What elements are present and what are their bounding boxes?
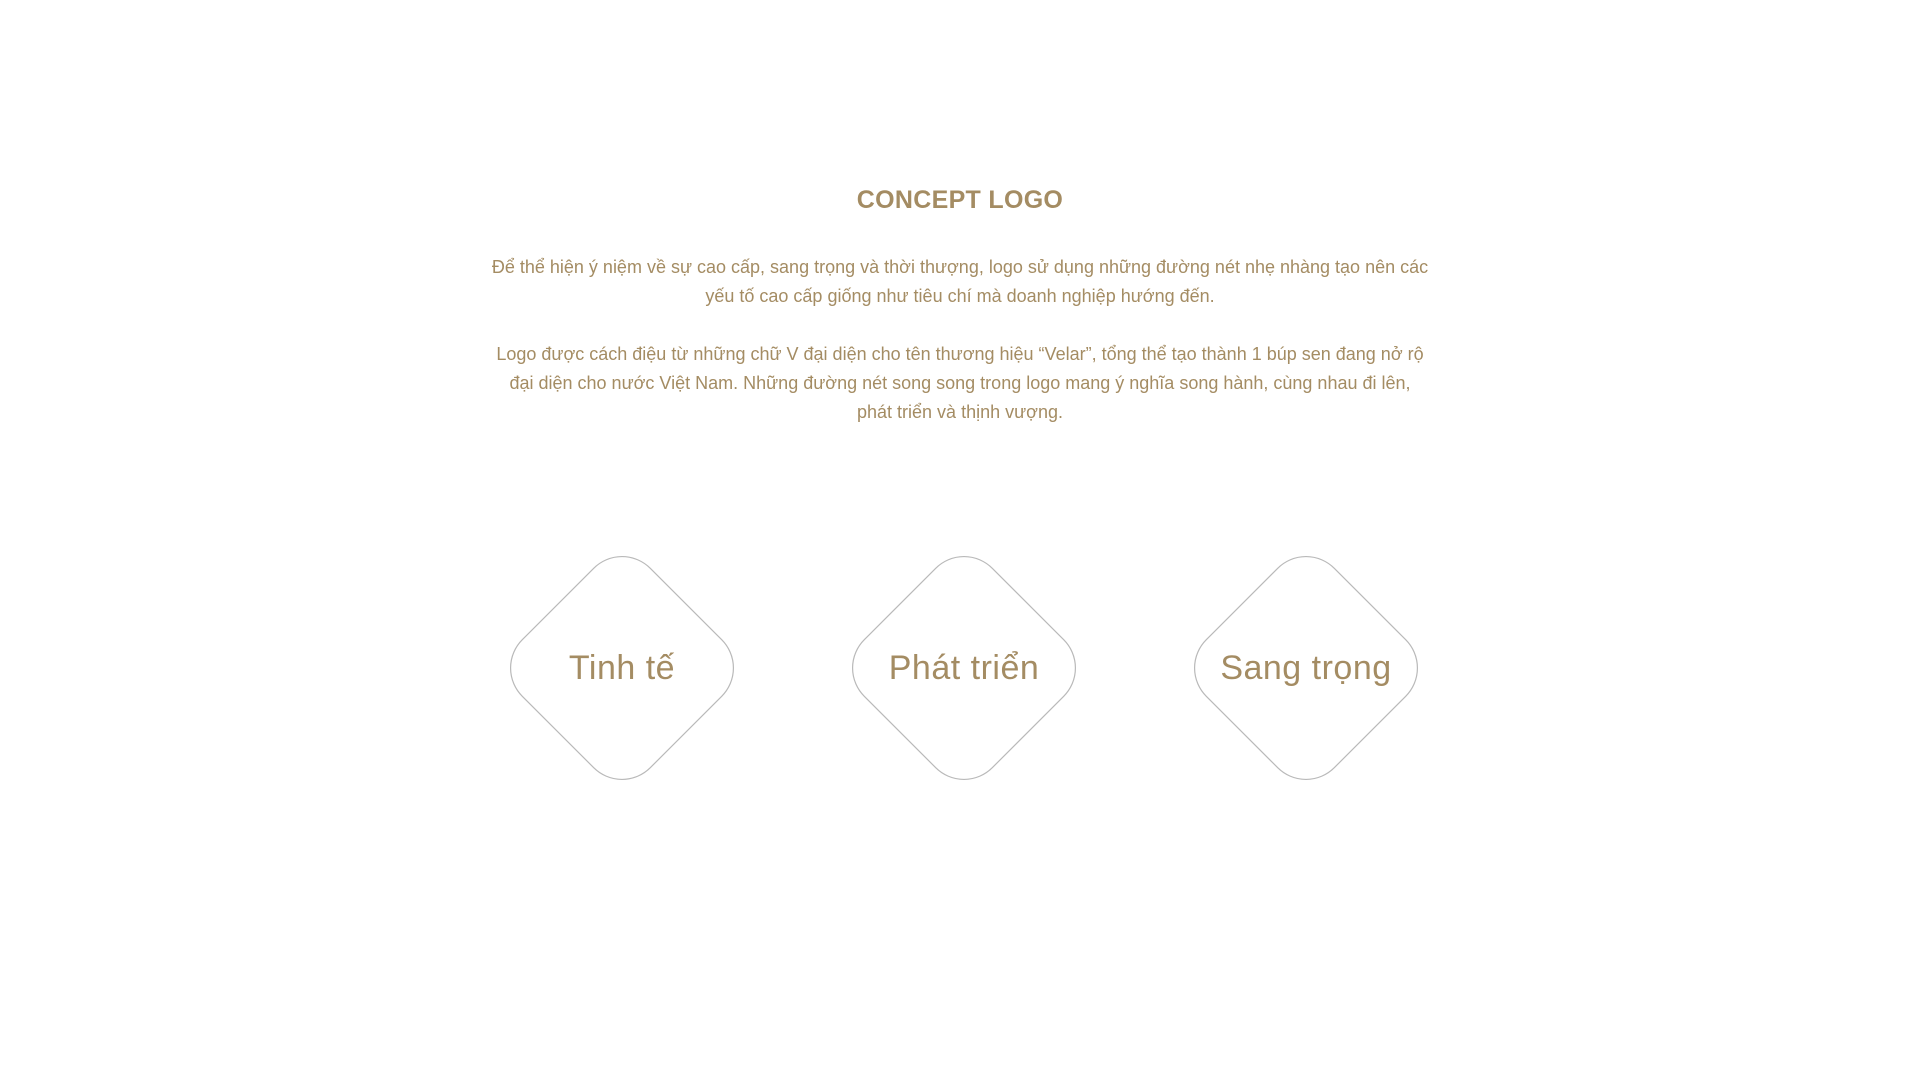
diamond-label: Sang trọng [1220, 648, 1392, 687]
paragraph-2-line-3: phát triển và thịnh vượng. [857, 402, 1063, 422]
paragraph-2-line-2: đại diện cho nước Việt Nam. Những đường nét song song trong logo mang ý nghĩa song hành, cùng nhau đi lên, [509, 373, 1411, 393]
diamond-card-refined [494, 540, 750, 796]
paragraph-1-line-2: yếu tố cao cấp giống như tiêu chí mà doanh nghiệp hướng đến. [705, 286, 1215, 306]
diamond-card-development [836, 540, 1092, 796]
page-title: CONCEPT LOGO [856, 186, 1064, 214]
diamond-label: Tinh tế [568, 648, 676, 687]
diamond-label: Phát triển [888, 648, 1040, 687]
diamond-card-luxury [1178, 540, 1434, 796]
paragraph-2-line-1: Logo được cách điệu từ những chữ V đại diện cho tên thương hiệu “Velar”, tổng thể tạo thành 1 búp sen đang nở rộ [496, 344, 1424, 364]
description-paragraph-1 [460, 253, 1460, 311]
description-paragraph-2 [460, 340, 1460, 427]
paragraph-1-line-1: Để thể hiện ý niệm về sự cao cấp, sang trọng và thời thượng, logo sử dụng những đường nét nhẹ nhàng tạo nên các [491, 257, 1429, 277]
